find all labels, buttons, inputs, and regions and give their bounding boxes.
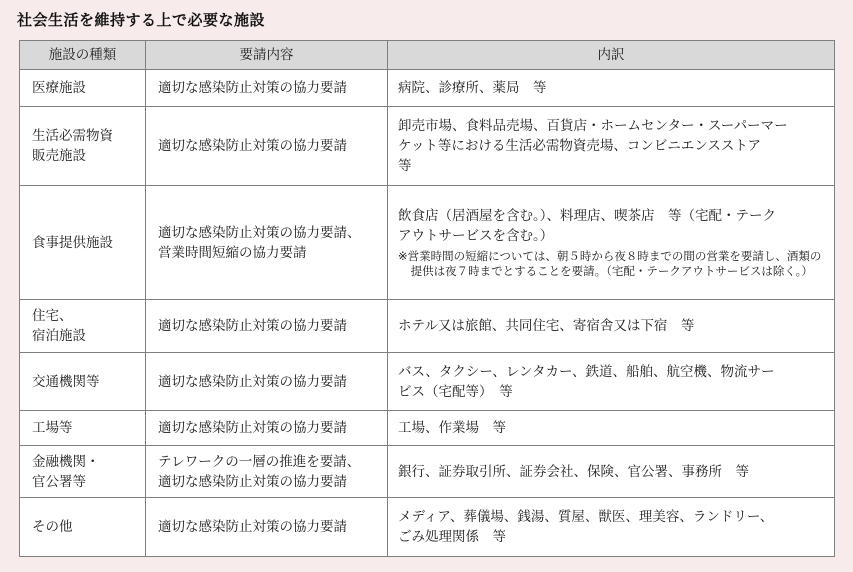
- detail-text: 病院、診療所、薬局 等: [398, 80, 547, 96]
- facilities-table: [19, 40, 835, 557]
- table-row: [20, 186, 835, 300]
- request-cell: [146, 70, 388, 107]
- detail-text: ホテル又は旅館、共同住宅、寄宿舎又は下宿 等: [398, 318, 695, 334]
- facility-type-cell: [20, 186, 146, 300]
- request-text: 営業時間短縮の協力要請: [158, 244, 307, 261]
- request-text: 適切な感染防止対策の協力要請: [158, 473, 347, 490]
- facility-type-text: 金融機関・: [32, 453, 100, 470]
- detail-text: アウトサービスを含む。）: [398, 228, 554, 244]
- request-cell: [146, 300, 388, 353]
- facility-type-text: 交通機関等: [32, 373, 100, 390]
- header-facility-type: 施設の種類: [20, 41, 146, 70]
- detail-text: 飲食店（居酒屋を含む。）、料理店、喫茶店 等（宅配・テーク: [398, 208, 776, 224]
- request-cell: [146, 498, 388, 557]
- request-text: 適切な感染防止対策の協力要請: [158, 373, 347, 390]
- table-row: [20, 411, 835, 446]
- detail-cell: [388, 300, 835, 353]
- facility-type-text: 工場等: [32, 420, 73, 436]
- request-text: 適切な感染防止対策の協力要請、: [158, 224, 361, 241]
- detail-cell: [388, 446, 835, 498]
- facility-type-cell: [20, 353, 146, 411]
- detail-text: メディア、葬儀場、銭湯、質屋、獣医、理美容、ランドリー、: [398, 509, 774, 525]
- facility-type-text: 医療施設: [32, 80, 86, 96]
- detail-text: ごみ処理関係 等: [398, 529, 506, 545]
- request-text: 適切な感染防止対策の協力要請: [158, 519, 347, 535]
- header-request: 要請内容: [146, 41, 388, 70]
- detail-note: ※営業時間の短縮については、朝５時から夜８時までの間の営業を要請し、酒類の提供は夜７時までとすることを要請。（宅配・テークアウトサービスは除く。）: [398, 249, 822, 278]
- facility-type-text: 販売施設: [32, 148, 86, 164]
- detail-text: ケット等における生活必需物資売場、コンビニエンスストア: [398, 138, 762, 154]
- page-title: 社会生活を維持する上で必要な施設: [17, 11, 266, 29]
- request-text: 適切な感染防止対策の協力要請: [158, 80, 347, 96]
- request-cell: [146, 446, 388, 498]
- facility-type-text: 生活必需物資: [32, 128, 113, 144]
- detail-text: ビス（宅配等） 等: [398, 383, 513, 400]
- table-row: [20, 498, 835, 557]
- request-text: 適切な感染防止対策の協力要請: [158, 318, 347, 334]
- facility-type-cell: [20, 70, 146, 107]
- request-cell: [146, 186, 388, 300]
- table-header-row: [20, 41, 835, 70]
- request-text: 適切な感染防止対策の協力要請: [158, 138, 347, 154]
- detail-text: 銀行、証券取引所、証券会社、保険、官公署、事務所 等: [398, 463, 749, 480]
- detail-cell: [388, 107, 835, 186]
- facility-type-text: その他: [32, 519, 73, 535]
- detail-cell: [388, 70, 835, 107]
- request-text: 適切な感染防止対策の協力要請: [158, 420, 347, 436]
- facility-type-cell: [20, 498, 146, 557]
- detail-text: バス、タクシー、レンタカー、鉄道、船舶、航空機、物流サー: [398, 363, 775, 380]
- request-cell: [146, 411, 388, 446]
- facility-type-text: 食事提供施設: [32, 234, 113, 251]
- table-row: [20, 70, 835, 107]
- detail-text: 等: [398, 158, 412, 174]
- facility-type-cell: [20, 411, 146, 446]
- request-cell: [146, 107, 388, 186]
- table-row: [20, 446, 835, 498]
- request-cell: [146, 353, 388, 411]
- facility-type-cell: [20, 446, 146, 498]
- detail-cell: [388, 186, 835, 300]
- facility-type-cell: [20, 300, 146, 353]
- detail-text: 工場、作業場 等: [398, 420, 506, 436]
- facility-type-cell: [20, 107, 146, 186]
- facility-type-text: 官公署等: [32, 473, 86, 490]
- table-row: [20, 300, 835, 353]
- facility-type-text: 宿泊施設: [32, 328, 86, 344]
- table-row: [20, 107, 835, 186]
- facility-type-text: 住宅、: [32, 308, 73, 324]
- table-row: [20, 353, 835, 411]
- detail-cell: [388, 411, 835, 446]
- detail-cell: [388, 498, 835, 557]
- detail-text: 卸売市場、食料品売場、百貨店・ホームセンター・スーパーマー: [398, 118, 788, 134]
- header-breakdown: 内訳: [388, 41, 835, 70]
- request-text: テレワークの一層の推進を要請、: [158, 453, 361, 470]
- detail-cell: [388, 353, 835, 411]
